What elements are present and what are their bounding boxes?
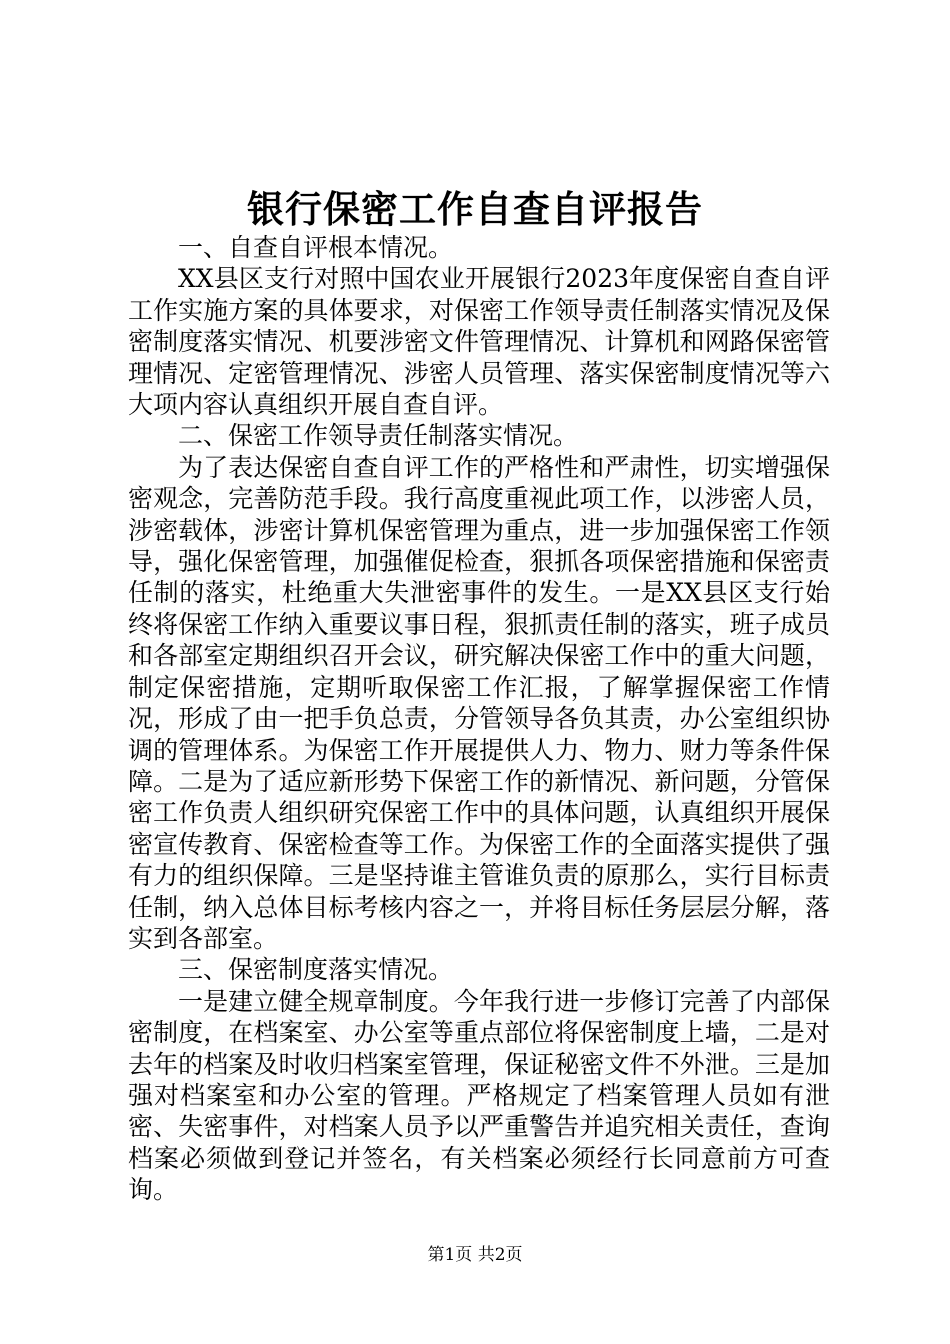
- section-heading-3: 三、保密制度落实情况。: [178, 955, 454, 985]
- page-number-footer: 第1页 共2页: [427, 1245, 523, 1265]
- section-heading-2: 二、保密工作领导责任制落实情况。: [178, 421, 579, 451]
- document-body: [128, 232, 830, 1206]
- document-title: 银行保密工作自查自评报告: [247, 187, 703, 231]
- paragraph-1: XX县区支行对照中国农业开展银行2023年度保密自查自评工作实施方案的具体要求，对保密工作领导责任制落实情况及保密制度落实情况、机要涉密文件管理情况、计算机和网路保密管理情况、定密管理情况、涉密人员管理、落实保密制度情况等六大项内容认真组织开展自查自评。: [128, 264, 830, 420]
- paragraph-2: 为了表达保密自查自评工作的严格性和严肃性，切实增强保密观念，完善防范手段。我行高度重视此项工作，以涉密人员，涉密载体，涉密计算机保密管理为重点，进一步加强保密工作领导，强化保密管理，加强催促检查，狠抓各项保密措施和保密责任制的落实，杜绝重大失泄密事件的发生。一是XX县区支行始终将保密工作纳入重要议事日程，狠抓责任制的落实，班子成员和各部室定期组织召开会议，研究解决保密工作中的重大问题，制定保密措施，定期听取保密工作汇报，了解掌握保密工作情况，形成了由一把手负总责，分管领导各负其责，办公室组织协调的管理体系。为保密工作开展提供人力、物力、财力等条件保障。二是为了适应新形势下保密工作的新情况、新问题，分管保密工作负责人组织研究保密工作中的具体问题，认真组织开展保密宣传教育、保密检查等工作。为保密工作的全面落实提供了强有力的组织保障。三是坚持谁主管谁负责的原那么，实行目标责任制，纳入总体目标考核内容之一，并将目标任务层层分解，落实到各部室。: [128, 452, 830, 953]
- section-heading-1: 一、自查自评根本情况。: [178, 233, 454, 262]
- paragraph-3: 一是建立健全规章制度。今年我行进一步修订完善了内部保密制度，在档案室、办公室等重点部位将保密制度上墙，二是对去年的档案及时收归档案室管理，保证秘密文件不外泄。三是加强对档案室和办公室的管理。严格规定了档案管理人员如有泄密、失密事件，对档案人员予以严重警告并追究相关责任，查询档案必须做到登记并签名，有关档案必须经行长同意前方可查询。: [128, 986, 830, 1205]
